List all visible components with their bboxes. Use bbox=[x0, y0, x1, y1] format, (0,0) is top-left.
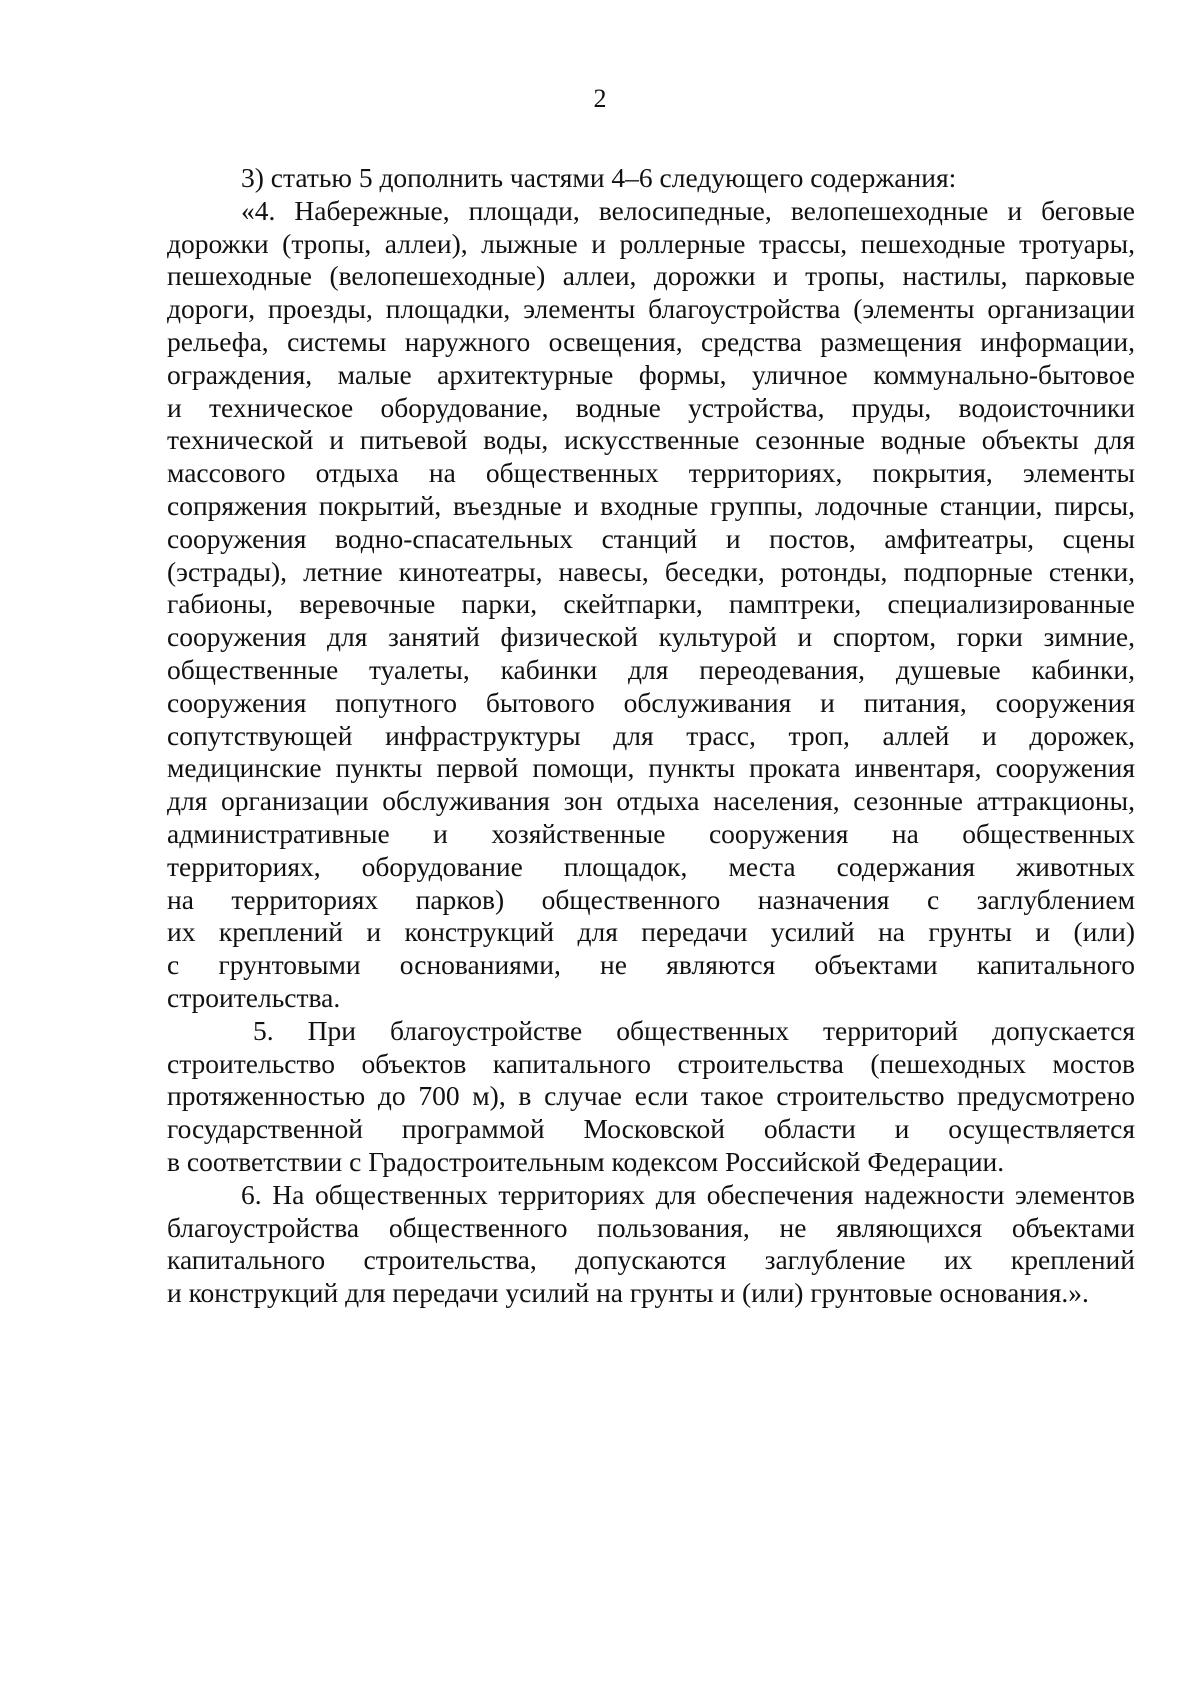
text-line: «4. Набережные, площади, велосипедные, велопешеходные и беговые bbox=[241, 194, 1135, 226]
page-number: 2 bbox=[593, 84, 607, 113]
text-line: технической и питьевой воды, искусственные сезонные водные объекты для bbox=[167, 424, 1135, 456]
text-line: сооружения попутного бытового обслуживания и питания, сооружения bbox=[167, 686, 1135, 718]
text-line: для организации обслуживания зон отдыха населения, сезонные аттракционы, bbox=[167, 785, 1135, 817]
text-line: 5. При благоустройстве общественных территорий допускается bbox=[253, 1014, 1135, 1046]
text-line: 3) статью 5 дополнить частями 4–6 следующего содержания: bbox=[241, 162, 957, 193]
text-line: капитального строительства, допускаются заглубление их креплений bbox=[167, 1244, 1135, 1276]
text-line: строительства. bbox=[167, 981, 341, 1013]
document-body bbox=[167, 162, 1135, 1310]
text-line: сооружения для занятий физической культурой и спортом, горки зимние, bbox=[167, 621, 1135, 653]
text-line: массового отдыха на общественных территориях, покрытия, элементы bbox=[167, 457, 1135, 489]
text-line: медицинские пункты первой помощи, пункты проката инвентаря, сооружения bbox=[167, 752, 1135, 784]
text-line: и техническое оборудование, водные устройства, пруды, водоисточники bbox=[167, 391, 1135, 423]
text-line: пешеходные (велопешеходные) аллеи, дорожки и тропы, настилы, парковые bbox=[167, 260, 1135, 292]
text-line: сооружения водно-спасательных станций и постов, амфитеатры, сцены bbox=[167, 522, 1135, 554]
text-line: дорожки (тропы, аллеи), лыжные и роллерные трассы, пешеходные тротуары, bbox=[167, 227, 1135, 259]
text-line: общественные туалеты, кабинки для переодевания, душевые кабинки, bbox=[167, 653, 1135, 685]
text-line: строительство объектов капитального строительства (пешеходных мостов bbox=[167, 1047, 1135, 1079]
text-line: габионы, веревочные парки, скейтпарки, памптреки, специализированные bbox=[167, 588, 1135, 620]
text-line: сопряжения покрытий, въездные и входные группы, лодочные станции, пирсы, bbox=[167, 489, 1135, 521]
text-line: на территориях парков) общественного назначения с заглублением bbox=[167, 883, 1135, 915]
text-line: государственной программой Московской области и осуществляется bbox=[167, 1113, 1135, 1145]
text-line: рельефа, системы наружного освещения, средства размещения информации, bbox=[167, 325, 1135, 357]
text-line: (эстрады), летние кинотеатры, навесы, беседки, ротонды, подпорные стенки, bbox=[167, 555, 1135, 587]
text-line: административные и хозяйственные сооружения на общественных bbox=[167, 817, 1135, 849]
text-line: ограждения, малые архитектурные формы, уличное коммунально-бытовое bbox=[167, 358, 1135, 390]
text-line: дороги, проезды, площадки, элементы благоустройства (элементы организации bbox=[167, 293, 1135, 325]
text-line: благоустройства общественного пользования, не являющихся объектами bbox=[167, 1211, 1135, 1243]
text-line: территориях, оборудование площадок, места содержания животных bbox=[167, 850, 1135, 882]
text-line: в соответствии с Градостроительным кодексом Российской Федерации. bbox=[167, 1145, 1005, 1177]
text-line: протяженностью до 700 м), в случае если такое строительство предусмотрено bbox=[167, 1080, 1135, 1112]
text-line: и конструкций для передачи усилий на грунты и (или) грунтовые основания.». bbox=[167, 1277, 1089, 1309]
text-line: 6. На общественных территориях для обеспечения надежности элементов bbox=[241, 1178, 1135, 1210]
text-line: с грунтовыми основаниями, не являются объектами капитального bbox=[167, 949, 1135, 981]
text-line: сопутствующей инфраструктуры для трасс, троп, аллей и дорожек, bbox=[167, 719, 1135, 751]
text-line: их креплений и конструкций для передачи усилий на грунты и (или) bbox=[167, 916, 1135, 948]
